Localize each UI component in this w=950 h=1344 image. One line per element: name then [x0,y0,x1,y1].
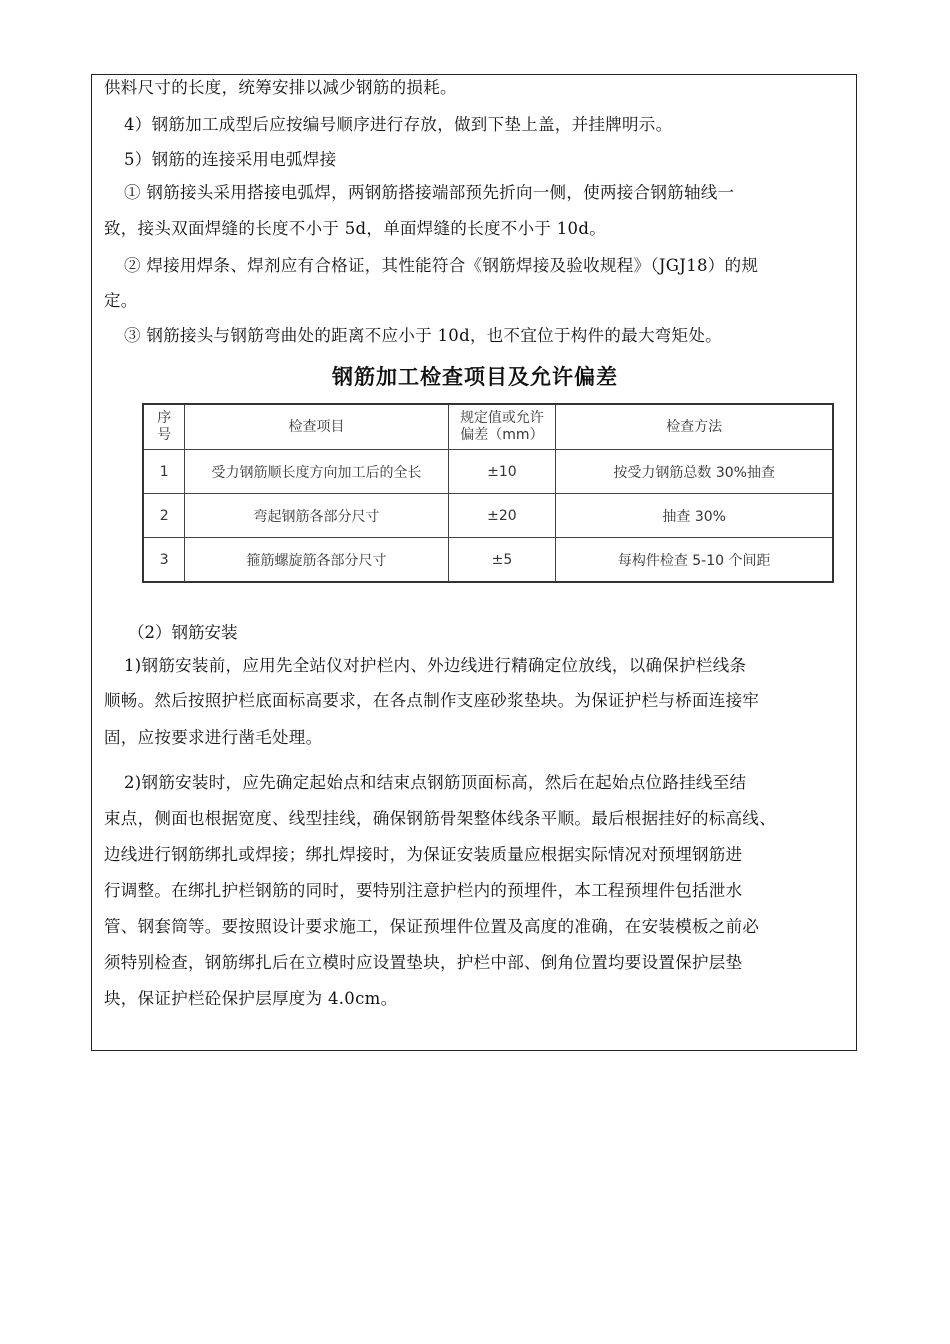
paragraph-line: 须特别检查，钢筋绑扎后在立模时应设置垫块，护栏中部、倒角位置均要设置保护层垫 [104,953,743,972]
cell-seq: 2 [143,494,185,538]
table-row [143,494,833,538]
cell-item: 受力钢筋顺长度方向加工后的全长 [185,450,448,494]
paragraph-line: 管、钢套筒等。要按照设计要求施工，保证预埋件位置及高度的准确，在安装模板之前必 [104,917,760,936]
cell-method: 按受力钢筋总数 30%抽查 [556,450,833,494]
cell-method: 每构件检查 5-10 个间距 [556,538,833,583]
section-heading: （2）钢筋安装 [128,623,238,642]
paragraph-line: 1)钢筋安装前，应用先全站仪对护栏内、外边线进行精确定位放线，以确保护栏线条 [124,656,747,675]
header-seq-line2: 号 [157,427,172,443]
paragraph-line: 致，接头双面焊缝的长度不小于 5d，单面焊缝的长度不小于 10d。 [104,219,607,238]
paragraph-line: 定。 [104,291,138,310]
paragraph-line: 供料尺寸的长度，统筹安排以减少钢筋的损耗。 [104,78,457,97]
paragraph-line: 5）钢筋的连接采用电弧焊接 [124,150,337,169]
header-tolerance-line1: 规定值或允许 [459,410,544,426]
paragraph-line: 边线进行钢筋绑扎或焊接；绑扎焊接时，为保证安装质量应根据实际情况对预埋钢筋进 [104,845,743,864]
header-tolerance-line2: 偏差（mm） [460,427,544,443]
header-seq-line1: 序 [157,410,172,426]
inspection-table [142,403,834,583]
paragraph-line: ① 钢筋接头采用搭接电弧焊，两钢筋搭接端部预先折向一侧，使两接合钢筋轴线一 [124,183,735,202]
cell-item: 弯起钢筋各部分尺寸 [185,494,448,538]
paragraph-line: 行调整。在绑扎护栏钢筋的同时，要特别注意护栏内的预埋件，本工程预埋件包括泄水 [104,881,743,900]
header-tolerance [448,404,556,450]
cell-tolerance: ±5 [448,538,556,583]
cell-tolerance: ±20 [448,494,556,538]
paragraph-line: 顺畅。然后按照护栏底面标高要求，在各点制作支座砂浆垫块。为保证护栏与桥面连接牢 [104,691,760,710]
cell-item: 箍筋螺旋筋各部分尺寸 [185,538,448,583]
paragraph-line: 2)钢筋安装时，应先确定起始点和结束点钢筋顶面标高，然后在起始点位路挂线至结 [124,773,747,792]
document-frame [91,74,857,1051]
header-seq [143,404,185,450]
paragraph-line: 固，应按要求进行凿毛处理。 [104,728,323,747]
paragraph-line: 束点，侧面也根据宽度、线型挂线，确保钢筋骨架整体线条平顺。最后根据挂好的标高线、 [104,809,776,828]
paragraph-line: 4）钢筋加工成型后应按编号顺序进行存放，做到下垫上盖，并挂牌明示。 [124,115,673,134]
cell-seq: 1 [143,450,185,494]
table-header-row [143,404,833,450]
paragraph-line: 块，保证护栏砼保护层厚度为 4.0cm。 [104,989,398,1008]
header-item: 检查项目 [185,404,448,450]
cell-seq: 3 [143,538,185,583]
paragraph-line: ③ 钢筋接头与钢筋弯曲处的距离不应小于 10d，也不宜位于构件的最大弯矩处。 [124,326,722,345]
table-title: 钢筋加工检查项目及允许偏差 [332,365,618,389]
table-row [143,450,833,494]
cell-method: 抽查 30% [556,494,833,538]
cell-tolerance: ±10 [448,450,556,494]
header-method: 检查方法 [556,404,833,450]
paragraph-line: ② 焊接用焊条、焊剂应有合格证，其性能符合《钢筋焊接及验收规程》（JGJ18）的规 [124,256,759,275]
table-row [143,538,833,583]
